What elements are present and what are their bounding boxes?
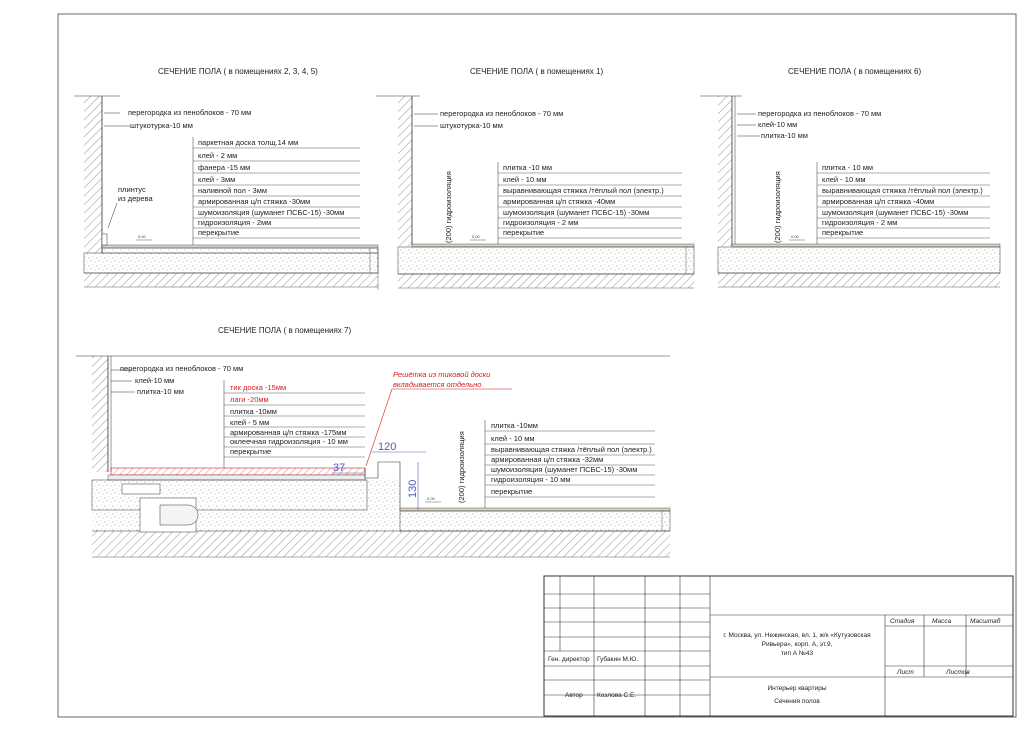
section-4 bbox=[76, 326, 670, 557]
section-1-title: СЕЧЕНИЕ ПОЛА ( в помещениях 2, 3, 4, 5) bbox=[158, 67, 318, 76]
s1-layer-5: наливной пол - 3мм bbox=[198, 186, 268, 195]
s2-wall-note-2: штукотурка-10 мм bbox=[440, 121, 503, 130]
s1-plinth-label-1: плинтус bbox=[118, 185, 146, 194]
tb-address-2: Ривьера», корп. А, эт.9, bbox=[761, 641, 833, 648]
s2-side-label: (200) гидроизоляция bbox=[444, 171, 453, 243]
s4-red-note-1: Решётка из тиковой доски bbox=[393, 370, 491, 379]
s1-layer-1: паркетная доска толщ.14 мм bbox=[198, 138, 299, 147]
s2-layer-1: плитка -10 мм bbox=[503, 163, 552, 172]
s4-layer-left-2: клей - 5 мм bbox=[230, 418, 270, 427]
tb-gen-director-name: Губакин М.Ю. bbox=[597, 656, 639, 663]
s4-wall-note-2: клей-10 мм bbox=[135, 376, 175, 385]
s4-side-label: (200) гидроизоляция bbox=[457, 431, 466, 503]
s4-red-note-2: вкладывается отдельно bbox=[393, 380, 482, 389]
s2-layer-2: клей - 10 мм bbox=[503, 175, 547, 184]
s2-wall-note-1: перегородка из пеноблоков - 70 мм bbox=[440, 109, 564, 118]
s3-wall-note-1: перегородка из пеноблоков - 70 мм bbox=[758, 109, 882, 118]
s1-layer-7: шумоизоляция (шуманет ПСБС-15) -30мм bbox=[198, 208, 345, 217]
s3-layer-4: армированная ц/п стяжка -40мм bbox=[822, 197, 935, 206]
s1-wall-note-1: перегородка из пеноблоков - 70 мм bbox=[128, 108, 252, 117]
s3-layer-7: перекрытие bbox=[822, 228, 864, 237]
section-1 bbox=[74, 67, 378, 290]
s2-layer-7: перекрытие bbox=[503, 228, 545, 237]
section-3-title: СЕЧЕНИЕ ПОЛА ( в помещениях 6) bbox=[788, 67, 922, 76]
tb-gen-director-label: Ген. директор bbox=[548, 656, 590, 663]
tb-author-name: Козлова С.Е. bbox=[597, 692, 637, 699]
s1-layer-3: фанера -15 мм bbox=[198, 163, 251, 172]
s4-layer-right-4: армированная ц/п стяжка -32мм bbox=[491, 455, 604, 464]
s4-layer-left-5: перекрытие bbox=[230, 447, 272, 456]
s4-layer-right-2: клей - 10 мм bbox=[491, 434, 535, 443]
s4-dim-130: 130 bbox=[407, 479, 419, 498]
s1-layer-6: армированная ц/п стяжка -30мм bbox=[198, 197, 311, 206]
s4-layer-left-4: оклеечная гидроизоляция - 10 мм bbox=[230, 437, 348, 446]
section-2 bbox=[376, 67, 694, 288]
s1-plinth-label-2: из дерева bbox=[118, 194, 153, 203]
svg-text:0,00: 0,00 bbox=[791, 234, 799, 239]
s4-layer-red-1: тик доска -15мм bbox=[230, 383, 287, 392]
s4-wall-note-3: плитка-10 мм bbox=[137, 387, 184, 396]
s3-layer-6: гидроизоляция - 2 мм bbox=[822, 218, 898, 227]
tb-scale-label: Масштаб bbox=[970, 618, 1001, 625]
section-4-title: СЕЧЕНИЕ ПОЛА ( в помещениях 7) bbox=[218, 326, 352, 335]
tb-sheet-label: Лист bbox=[897, 669, 914, 676]
s3-side-label: (200) гидроизоляция bbox=[773, 171, 782, 243]
s4-layer-right-3: выравнивающая стяжка /тёплый пол (электр.) bbox=[491, 445, 652, 454]
svg-text:0,00: 0,00 bbox=[427, 496, 435, 501]
tb-mass-label: Масса bbox=[932, 618, 952, 625]
s3-wall-note-2: клей-10 мм bbox=[758, 120, 798, 129]
s4-layer-right-7: перекрытие bbox=[491, 487, 533, 496]
section-3 bbox=[700, 67, 1000, 287]
s1-layer-8: гидроизоляция - 2мм bbox=[198, 218, 272, 227]
s1-wall-note-2: штукотурка-10 мм bbox=[130, 121, 193, 130]
s3-layer-5: шумоизоляция (шуманет ПСБС-15) -30мм bbox=[822, 208, 969, 217]
s4-layer-red-2: лаги -20мм bbox=[230, 395, 269, 404]
tb-project-title: Интерьер квартиры bbox=[767, 685, 827, 692]
tb-drawing-title: Сечения полов bbox=[774, 698, 820, 705]
tb-sheets-label: Листов bbox=[946, 669, 970, 676]
s4-dim-120: 120 bbox=[378, 441, 397, 453]
s3-layer-2: клей - 10 мм bbox=[822, 175, 866, 184]
s1-layer-9: перекрытие bbox=[198, 228, 240, 237]
s4-dim-37: 37 bbox=[333, 462, 346, 474]
s4-layer-left-3: армированная ц/п стяжка -175мм bbox=[230, 428, 347, 437]
s1-layer-2: клей - 2 мм bbox=[198, 151, 238, 160]
tb-address-3: тип А №43 bbox=[780, 650, 814, 657]
s4-layer-right-1: плитка -10мм bbox=[491, 421, 538, 430]
s3-wall-note-3: плитка-10 мм bbox=[761, 131, 808, 140]
s3-layer-1: плитка - 10 мм bbox=[822, 163, 874, 172]
s3-layer-3: выравнивающая стяжка /тёплый пол (электр.) bbox=[822, 186, 983, 195]
tb-address-1: г. Москва, ул. Нежинская, вл. 1, ж/к «Кутузовская bbox=[723, 632, 871, 639]
s1-layer-4: клей - 3мм bbox=[198, 175, 236, 184]
s4-wall-note-1: перегородка из пеноблоков - 70 мм bbox=[120, 364, 244, 373]
s4-layer-left-1: плитка -10мм bbox=[230, 407, 277, 416]
s2-layer-3: выравнивающая стяжка /тёплый пол (электр.) bbox=[503, 186, 664, 195]
s4-layer-right-5: шумоизоляция (шуманет ПСБС-15) -30мм bbox=[491, 465, 638, 474]
svg-text:0,00: 0,00 bbox=[472, 234, 480, 239]
s4-layer-right-6: гидроизоляция - 10 мм bbox=[491, 475, 571, 484]
s2-layer-5: шумоизоляция (шуманет ПСБС-15) -30мм bbox=[503, 208, 650, 217]
section-2-title: СЕЧЕНИЕ ПОЛА ( в помещениях 1) bbox=[470, 67, 604, 76]
s2-layer-4: армированная ц/п стяжка -40мм bbox=[503, 197, 616, 206]
tb-stage-label: Стадия bbox=[890, 618, 915, 625]
svg-text:0,00: 0,00 bbox=[138, 234, 146, 239]
tb-author-label: Автор bbox=[565, 692, 583, 699]
s2-layer-6: гидроизоляция - 2 мм bbox=[503, 218, 579, 227]
